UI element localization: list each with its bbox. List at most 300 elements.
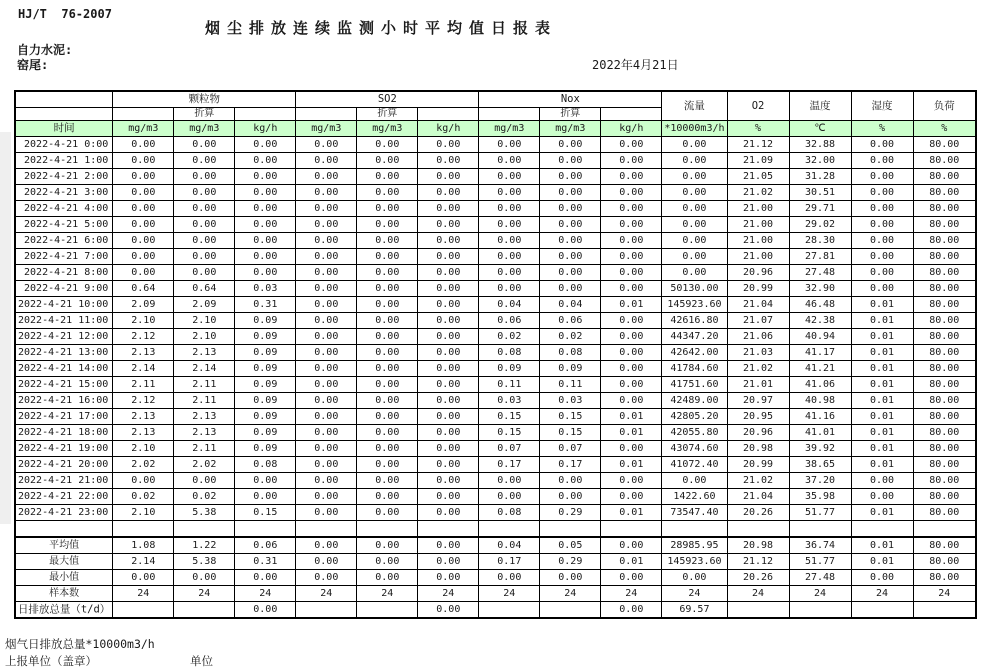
cell: 0.00 (662, 169, 727, 185)
spacer-cell (296, 521, 357, 538)
cell: 0.00 (479, 217, 540, 233)
cell: 2.13 (113, 425, 174, 441)
cell: 0.00 (296, 489, 357, 505)
cell: 0.00 (479, 281, 540, 297)
cell: 0.00 (418, 217, 479, 233)
cell: 27.48 (789, 265, 851, 281)
cell: 2.12 (113, 329, 174, 345)
cell: 0.00 (540, 185, 601, 201)
data-row (15, 505, 976, 521)
cell: 0.08 (479, 345, 540, 361)
row-time: 2022-4-21 11:00 (15, 313, 113, 329)
cell: 21.02 (727, 473, 789, 489)
cell: 0.01 (601, 457, 662, 473)
cell: 0.02 (540, 329, 601, 345)
cell: 0.00 (479, 570, 540, 586)
cell: 0.00 (540, 201, 601, 217)
cell: 0.05 (540, 537, 601, 554)
cell: 38.65 (789, 457, 851, 473)
cell (113, 602, 174, 619)
cell: 0.15 (540, 409, 601, 425)
summary-label (15, 602, 113, 619)
cell: 0.00 (662, 185, 727, 201)
cell: 0.00 (357, 537, 418, 554)
cell: 0.00 (851, 217, 913, 233)
spacer-cell (727, 521, 789, 538)
cell: 0.00 (357, 425, 418, 441)
cell: 0.00 (296, 297, 357, 313)
cell: 0.00 (601, 441, 662, 457)
cell: 41751.60 (662, 377, 727, 393)
cell: 0.00 (235, 233, 296, 249)
summary-row (15, 554, 976, 570)
cell: 0.00 (418, 345, 479, 361)
cell: 21.00 (727, 233, 789, 249)
cell: 80.00 (913, 409, 976, 425)
time-header-spacer2 (15, 108, 113, 121)
cell: 0.00 (357, 169, 418, 185)
cell: 0.00 (113, 473, 174, 489)
cell: 20.99 (727, 457, 789, 473)
cell: 0.00 (235, 473, 296, 489)
cell: 0.09 (235, 345, 296, 361)
row-time: 2022-4-21 20:00 (15, 457, 113, 473)
cell: 0.00 (296, 137, 357, 153)
cell (851, 602, 913, 619)
cell: 0.00 (601, 602, 662, 619)
cell: 0.00 (357, 265, 418, 281)
data-row (15, 201, 976, 217)
cell: 0.00 (662, 570, 727, 586)
cell: 0.00 (418, 489, 479, 505)
cell: 24 (540, 586, 601, 602)
row-time: 2022-4-21 19:00 (15, 441, 113, 457)
cell: 0.00 (418, 505, 479, 521)
cell: 0.08 (235, 457, 296, 473)
cell: 0.00 (296, 537, 357, 554)
cell: 0.00 (296, 185, 357, 201)
cell: 80.00 (913, 393, 976, 409)
empty-subheader (601, 108, 662, 121)
cell: 24 (727, 586, 789, 602)
cell: 0.00 (296, 570, 357, 586)
cell: 0.64 (113, 281, 174, 297)
cell: 0.00 (113, 265, 174, 281)
cell: 0.00 (479, 233, 540, 249)
report-unit-label: 上报单位（盖章） (5, 654, 97, 668)
cell: 0.03 (479, 393, 540, 409)
cell: 0.00 (296, 217, 357, 233)
cell: 0.00 (479, 265, 540, 281)
cell: 24 (113, 586, 174, 602)
empty-subheader (296, 108, 357, 121)
cell: 0.64 (174, 281, 235, 297)
cell: 80.00 (913, 457, 976, 473)
data-row (15, 393, 976, 409)
spacer-cell (15, 521, 113, 538)
data-row (15, 281, 976, 297)
spacer-cell (662, 521, 727, 538)
cell: 21.04 (727, 489, 789, 505)
cell: 80.00 (913, 281, 976, 297)
scan-edge-artifact (0, 132, 11, 524)
cell: 0.08 (540, 345, 601, 361)
data-row (15, 313, 976, 329)
cell: 41784.60 (662, 361, 727, 377)
cell: 80.00 (913, 297, 976, 313)
spacer-cell (540, 521, 601, 538)
cell: 0.00 (296, 313, 357, 329)
cell: 80.00 (913, 377, 976, 393)
cell: 0.00 (479, 473, 540, 489)
cell: 21.00 (727, 249, 789, 265)
cell: 24 (789, 586, 851, 602)
summary-row (15, 537, 976, 554)
cell: 0.01 (851, 361, 913, 377)
unit-flow: *10000m3/h (662, 121, 727, 137)
cell: 0.00 (296, 505, 357, 521)
cell: 0.00 (479, 169, 540, 185)
cell: 20.98 (727, 537, 789, 554)
cell: 0.00 (662, 217, 727, 233)
cell: 32.88 (789, 137, 851, 153)
cell: 0.00 (418, 537, 479, 554)
cell: 73547.40 (662, 505, 727, 521)
cell: 0.00 (357, 554, 418, 570)
cell: 20.96 (727, 425, 789, 441)
cell: 21.07 (727, 313, 789, 329)
cell: 0.00 (479, 153, 540, 169)
row-time: 2022-4-21 17:00 (15, 409, 113, 425)
cell: 0.02 (479, 329, 540, 345)
cell: 2.10 (113, 313, 174, 329)
cell: 0.00 (479, 249, 540, 265)
header-group-row (15, 91, 976, 108)
cell: 0.11 (540, 377, 601, 393)
cell: 2.14 (113, 554, 174, 570)
data-row (15, 137, 976, 153)
cell: 20.95 (727, 409, 789, 425)
cell: 0.01 (851, 377, 913, 393)
cell: 0.00 (418, 425, 479, 441)
cell: 0.00 (357, 377, 418, 393)
cell: 0.00 (851, 265, 913, 281)
cell: 31.28 (789, 169, 851, 185)
cell: 0.06 (540, 313, 601, 329)
empty-subheader (235, 108, 296, 121)
spacer-cell (235, 521, 296, 538)
cell: 24 (235, 586, 296, 602)
cell: 0.01 (851, 457, 913, 473)
data-row (15, 249, 976, 265)
cell: 2.14 (174, 361, 235, 377)
row-time: 2022-4-21 8:00 (15, 265, 113, 281)
cell: 80.00 (913, 473, 976, 489)
cell: 32.00 (789, 153, 851, 169)
cell: 0.00 (357, 489, 418, 505)
cell: 0.00 (357, 361, 418, 377)
cell: 21.09 (727, 153, 789, 169)
cell: 0.00 (601, 570, 662, 586)
cell: 0.00 (662, 137, 727, 153)
cell: 0.00 (174, 169, 235, 185)
unit-nox-mgm3: mg/m3 (479, 121, 540, 137)
cell: 2.14 (113, 361, 174, 377)
header-units-row (15, 121, 976, 137)
cell: 20.96 (727, 265, 789, 281)
cell: 28.30 (789, 233, 851, 249)
cell: 0.01 (851, 345, 913, 361)
empty-subheader (479, 108, 540, 121)
cell: 0.00 (418, 153, 479, 169)
cell: 0.00 (357, 249, 418, 265)
row-time: 2022-4-21 1:00 (15, 153, 113, 169)
cell: 2.10 (174, 313, 235, 329)
cell: 2.02 (174, 457, 235, 473)
row-time: 2022-4-21 10:00 (15, 297, 113, 313)
cell: 0.00 (662, 153, 727, 169)
cell: 2.11 (174, 377, 235, 393)
cell: 2.09 (174, 297, 235, 313)
cell: 2.10 (174, 329, 235, 345)
cell (174, 602, 235, 619)
cell: 1.08 (113, 537, 174, 554)
summary-label: 样本数 (15, 586, 113, 602)
cell: 0.01 (851, 425, 913, 441)
cell: 0.00 (601, 313, 662, 329)
data-row (15, 489, 976, 505)
cell: 80.00 (913, 329, 976, 345)
cell: 29.02 (789, 217, 851, 233)
cell: 0.00 (357, 297, 418, 313)
summary-label: 最小值 (15, 570, 113, 586)
cell: 0.00 (235, 217, 296, 233)
cell: 41072.40 (662, 457, 727, 473)
unit-humidity: % (851, 121, 913, 137)
unit-nox-converted-mgm3: mg/m3 (540, 121, 601, 137)
cell: 36.74 (789, 537, 851, 554)
cell: 0.00 (540, 153, 601, 169)
row-time: 2022-4-21 16:00 (15, 393, 113, 409)
cell: 24 (913, 586, 976, 602)
cell: 21.04 (727, 297, 789, 313)
nox-converted-label: 折算 (540, 108, 601, 121)
row-time: 2022-4-21 12:00 (15, 329, 113, 345)
cell: 41.21 (789, 361, 851, 377)
cell: 0.09 (235, 441, 296, 457)
cell: 0.00 (851, 201, 913, 217)
cell: 0.15 (235, 505, 296, 521)
cell: 145923.60 (662, 297, 727, 313)
cell: 0.31 (235, 554, 296, 570)
cell: 0.29 (540, 554, 601, 570)
cell: 24 (662, 586, 727, 602)
cell: 0.00 (174, 217, 235, 233)
cell: 5.38 (174, 554, 235, 570)
cell: 0.01 (851, 393, 913, 409)
col-temp: 温度 (789, 91, 851, 121)
cell: 0.00 (296, 329, 357, 345)
cell: 0.00 (662, 233, 727, 249)
data-row (15, 377, 976, 393)
cell: 0.00 (540, 217, 601, 233)
cell: 0.00 (296, 393, 357, 409)
cell: 0.00 (296, 554, 357, 570)
cell: 0.00 (296, 457, 357, 473)
cell: 0.00 (235, 137, 296, 153)
cell: 0.00 (540, 137, 601, 153)
cell: 0.00 (540, 281, 601, 297)
cell: 80.00 (913, 249, 976, 265)
spacer-cell (479, 521, 540, 538)
cell: 0.03 (235, 281, 296, 297)
cell: 0.00 (479, 489, 540, 505)
data-row (15, 473, 976, 489)
cell: 0.04 (540, 297, 601, 313)
cell: 0.00 (851, 233, 913, 249)
cell: 21.12 (727, 137, 789, 153)
cell: 0.11 (479, 377, 540, 393)
summary-label: 最大值 (15, 554, 113, 570)
cell: 0.00 (113, 185, 174, 201)
cell: 0.00 (418, 473, 479, 489)
cell: 0.01 (851, 409, 913, 425)
cell: 39.92 (789, 441, 851, 457)
row-time: 2022-4-21 14:00 (15, 361, 113, 377)
cell: 0.00 (601, 249, 662, 265)
cell: 2.13 (174, 409, 235, 425)
cell (727, 602, 789, 619)
cell: 0.00 (418, 265, 479, 281)
cell: 0.00 (601, 281, 662, 297)
cell: 0.00 (540, 265, 601, 281)
cell: 0.01 (851, 554, 913, 570)
cell: 0.00 (174, 265, 235, 281)
cell: 0.00 (235, 489, 296, 505)
cell: 0.00 (418, 201, 479, 217)
cell: 27.48 (789, 570, 851, 586)
cell: 0.00 (418, 297, 479, 313)
unit-pm-mgm3: mg/m3 (113, 121, 174, 137)
cell: 0.01 (851, 313, 913, 329)
col-flow: 流量 (662, 91, 727, 121)
cell: 0.00 (418, 457, 479, 473)
location-label: 窑尾: (17, 58, 49, 72)
cell: 80.00 (913, 505, 976, 521)
cell: 0.00 (540, 570, 601, 586)
unit-temp: ℃ (789, 121, 851, 137)
summary-row (15, 602, 976, 619)
cell: 0.09 (479, 361, 540, 377)
cell: 46.48 (789, 297, 851, 313)
spacer-cell (851, 521, 913, 538)
cell: 0.00 (357, 473, 418, 489)
cell: 0.00 (357, 137, 418, 153)
cell: 0.00 (601, 201, 662, 217)
cell: 1422.60 (662, 489, 727, 505)
cell: 27.81 (789, 249, 851, 265)
cell: 28985.95 (662, 537, 727, 554)
cell: 0.00 (296, 265, 357, 281)
group-so2: SO2 (296, 91, 479, 108)
cell: 0.00 (418, 409, 479, 425)
cell: 0.04 (479, 297, 540, 313)
cell: 0.09 (235, 409, 296, 425)
cell: 0.00 (479, 201, 540, 217)
spacer-cell (113, 521, 174, 538)
cell: 0.01 (601, 505, 662, 521)
cell: 20.98 (727, 441, 789, 457)
cell: 80.00 (913, 425, 976, 441)
cell: 0.00 (851, 281, 913, 297)
cell: 2.13 (113, 409, 174, 425)
cell: 0.00 (540, 249, 601, 265)
cell: 43074.60 (662, 441, 727, 457)
summary-row (15, 586, 976, 602)
data-row (15, 441, 976, 457)
cell: 21.12 (727, 554, 789, 570)
cell: 80.00 (913, 345, 976, 361)
cell: 0.09 (235, 425, 296, 441)
cell: 40.94 (789, 329, 851, 345)
unit-so2-kgh: kg/h (418, 121, 479, 137)
col-time: 时间 (15, 121, 113, 137)
cell: 21.01 (727, 377, 789, 393)
cell: 0.00 (418, 361, 479, 377)
cell: 80.00 (913, 537, 976, 554)
cell: 0.00 (357, 393, 418, 409)
cell: 0.01 (851, 537, 913, 554)
cell: 0.00 (418, 185, 479, 201)
cell: 2.10 (113, 505, 174, 521)
cell: 0.00 (113, 233, 174, 249)
cell: 0.00 (601, 185, 662, 201)
cell: 0.00 (174, 233, 235, 249)
cell: 0.09 (235, 393, 296, 409)
data-row (15, 425, 976, 441)
cell: 0.29 (540, 505, 601, 521)
cell: 0.00 (851, 169, 913, 185)
row-time: 2022-4-21 13:00 (15, 345, 113, 361)
cell: 80.00 (913, 217, 976, 233)
row-time: 2022-4-21 7:00 (15, 249, 113, 265)
cell: 0.00 (851, 153, 913, 169)
cell: 0.00 (540, 473, 601, 489)
cell: 0.01 (601, 297, 662, 313)
cell: 0.06 (235, 537, 296, 554)
pm-converted-label: 折算 (174, 108, 235, 121)
cell: 0.00 (357, 570, 418, 586)
cell: 2.13 (174, 345, 235, 361)
cell: 80.00 (913, 313, 976, 329)
unit-so2-mgm3: mg/m3 (296, 121, 357, 137)
cell: 0.09 (540, 361, 601, 377)
cell: 42.38 (789, 313, 851, 329)
cell: 0.00 (113, 169, 174, 185)
cell: 80.00 (913, 169, 976, 185)
cell: 41.01 (789, 425, 851, 441)
cell: 145923.60 (662, 554, 727, 570)
cell: 0.00 (235, 265, 296, 281)
cell: 0.00 (601, 137, 662, 153)
row-time: 2022-4-21 18:00 (15, 425, 113, 441)
cell: 20.97 (727, 393, 789, 409)
row-time: 2022-4-21 0:00 (15, 137, 113, 153)
cell: 2.02 (113, 457, 174, 473)
col-humidity: 湿度 (851, 91, 913, 121)
cell: 0.31 (235, 297, 296, 313)
cell: 2.11 (174, 441, 235, 457)
